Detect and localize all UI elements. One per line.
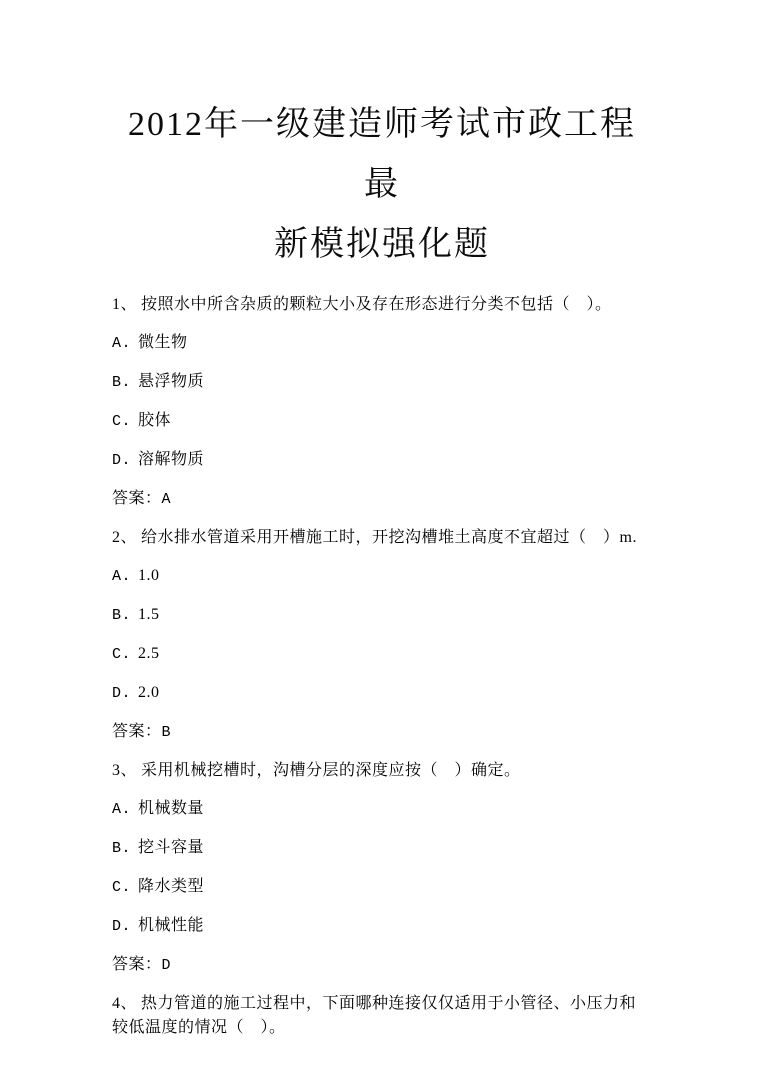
page-title-line-1: 2012年一级建造师考试市政工程最	[128, 106, 636, 203]
option-label: B.	[112, 840, 132, 857]
option-label: D.	[112, 452, 132, 469]
option-label: B.	[112, 374, 132, 391]
answer-prefix: 答案：	[112, 723, 162, 740]
option-item	[112, 331, 652, 356]
question-block-1	[112, 293, 652, 512]
option-label: B.	[112, 607, 132, 624]
question-text	[112, 293, 652, 317]
option-item	[112, 914, 652, 939]
option-label: A.	[112, 801, 132, 818]
question-number: 1、	[112, 296, 138, 313]
option-item	[112, 836, 652, 861]
option-label: C.	[112, 646, 132, 663]
page-title-line-2: 新模拟强化题	[274, 226, 490, 263]
option-item	[112, 409, 652, 434]
answer-line	[112, 720, 652, 745]
option-text: 挖斗容量	[138, 839, 205, 856]
question-block-2	[112, 526, 652, 745]
option-text: 溶解物质	[138, 451, 205, 468]
option-text: 降水类型	[138, 878, 205, 895]
option-item	[112, 370, 652, 395]
option-text: 悬浮物质	[138, 373, 205, 390]
option-item	[112, 564, 652, 589]
answer-value: B	[161, 724, 172, 741]
answer-value: D	[161, 957, 172, 974]
question-block-4	[112, 992, 652, 1040]
option-text: 胶体	[138, 412, 172, 429]
question-block-3	[112, 759, 652, 978]
option-text: 机械性能	[138, 917, 205, 934]
question-text	[112, 759, 652, 783]
question-body: 采用机械挖槽时，沟槽分层的深度应按（ ）确定。	[141, 762, 521, 779]
option-item	[112, 603, 652, 628]
option-label: D.	[112, 685, 132, 702]
option-item	[112, 875, 652, 900]
option-label: A.	[112, 568, 132, 585]
option-item	[112, 642, 652, 667]
question-body: 按照水中所含杂质的颗粒大小及存在形态进行分类不包括（ ）。	[141, 296, 612, 313]
question-text	[112, 526, 652, 550]
answer-line	[112, 487, 652, 512]
answer-line	[112, 953, 652, 978]
question-body: 热力管道的施工过程中，下面哪种连接仅仅适用于小管径、小压力和较低温度的情况（ ）。	[112, 995, 637, 1036]
option-label: C.	[112, 413, 132, 430]
answer-value: A	[161, 491, 172, 508]
question-number: 3、	[112, 762, 138, 779]
option-text: 2.5	[138, 645, 160, 662]
answer-prefix: 答案：	[112, 490, 162, 507]
option-text: 1.5	[138, 606, 160, 623]
option-text: 微生物	[138, 334, 188, 351]
question-number: 4、	[112, 995, 138, 1012]
option-text: 1.0	[138, 567, 160, 584]
question-text	[112, 992, 652, 1040]
option-item	[112, 448, 652, 473]
answer-prefix: 答案：	[112, 956, 162, 973]
option-label: C.	[112, 879, 132, 896]
page-title	[112, 95, 652, 275]
option-item	[112, 681, 652, 706]
option-label: A.	[112, 335, 132, 352]
option-item	[112, 797, 652, 822]
option-label: D.	[112, 918, 132, 935]
question-number: 2、	[112, 529, 138, 546]
option-text: 2.0	[138, 684, 160, 701]
option-text: 机械数量	[138, 800, 205, 817]
question-body: 给水排水管道采用开槽施工时，开挖沟槽堆土高度不宜超过（ ）m.	[141, 529, 637, 546]
